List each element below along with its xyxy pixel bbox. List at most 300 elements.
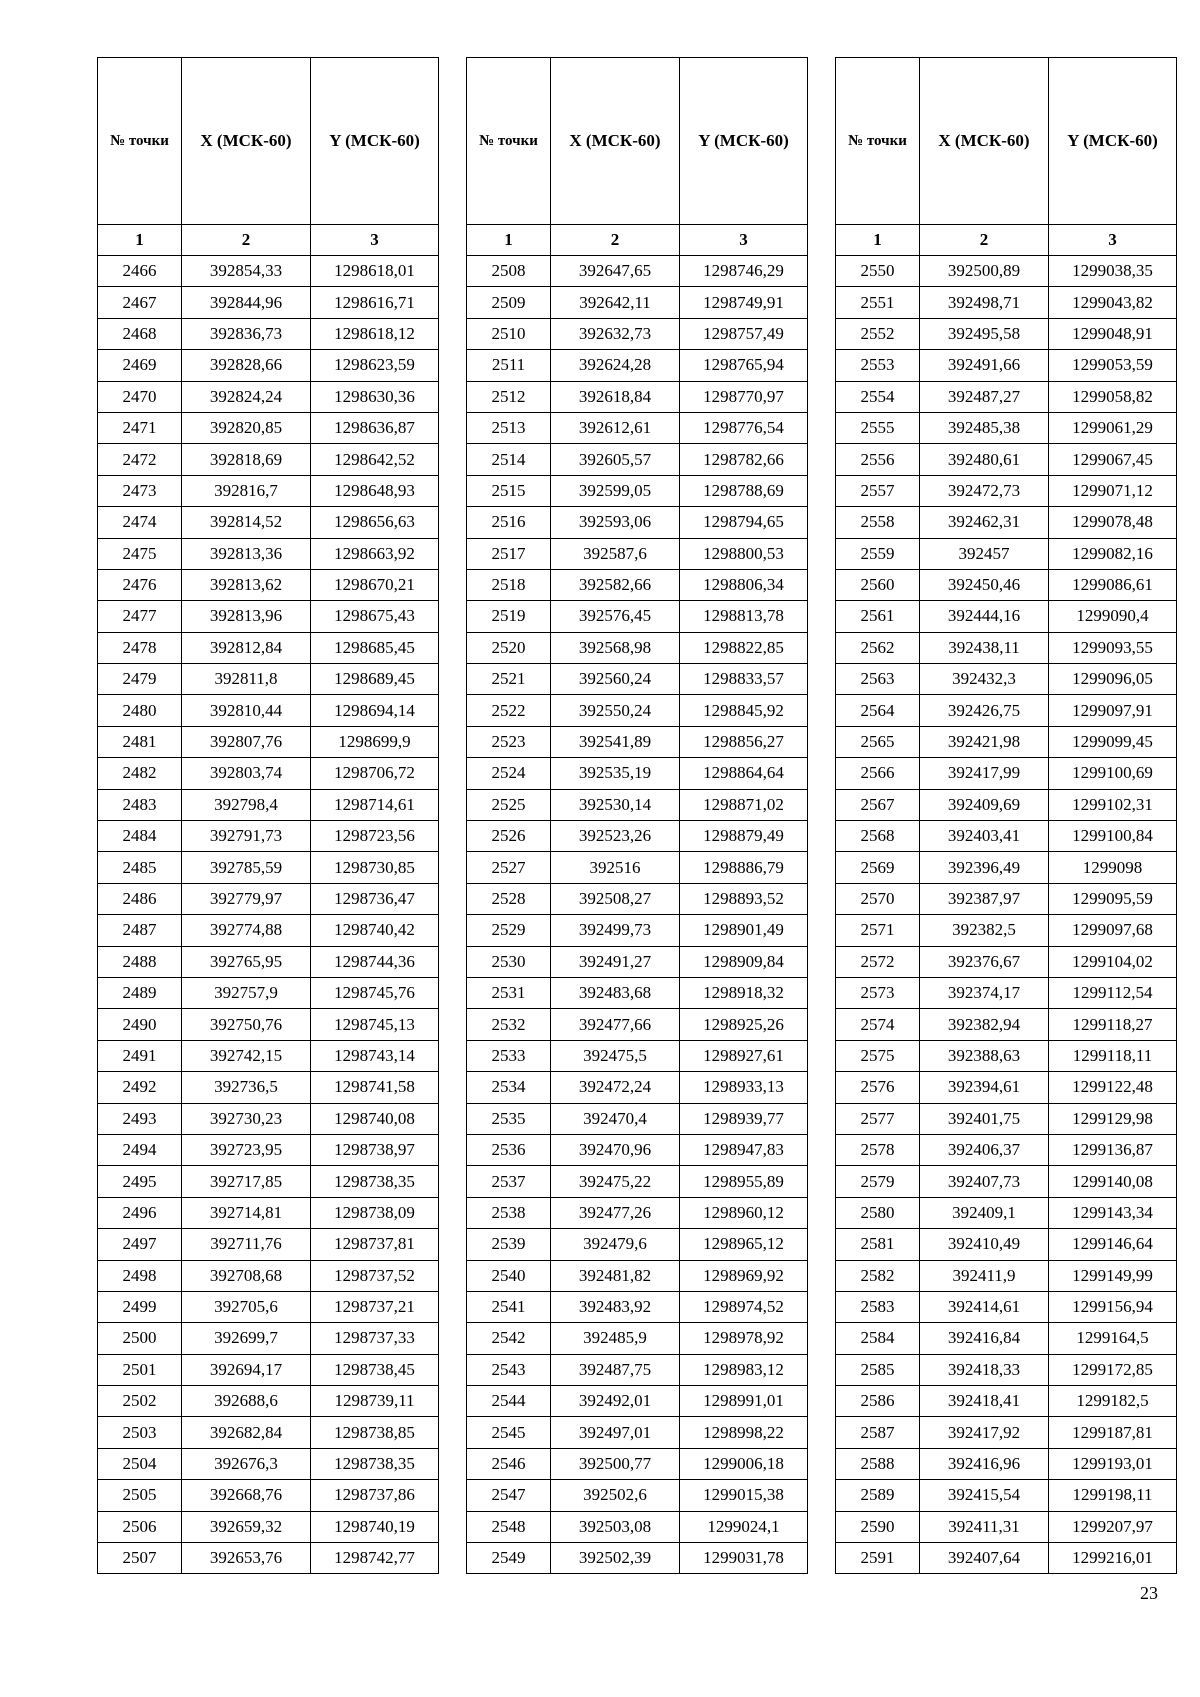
x-coordinate-cell: 392836,73	[182, 318, 311, 349]
table-row	[98, 1260, 439, 1291]
x-coordinate-cell: 392438,11	[920, 632, 1049, 663]
table-row	[98, 256, 439, 287]
x-coordinate-cell: 392736,5	[182, 1072, 311, 1103]
x-coordinate-cell: 392376,67	[920, 946, 1049, 977]
y-coordinate-cell: 1299216,01	[1049, 1543, 1177, 1574]
x-coordinate-cell: 392742,15	[182, 1040, 311, 1071]
x-coordinate-cell: 392487,75	[551, 1354, 680, 1385]
table-row	[836, 1511, 1177, 1542]
point-number-cell: 2575	[836, 1040, 920, 1071]
table-row	[98, 789, 439, 820]
table-row	[836, 789, 1177, 820]
x-coordinate-cell: 392492,01	[551, 1386, 680, 1417]
point-number-cell: 2495	[98, 1166, 182, 1197]
x-coordinate-cell: 392530,14	[551, 789, 680, 820]
y-coordinate-cell: 1298998,22	[680, 1417, 808, 1448]
x-coordinate-cell: 392810,44	[182, 695, 311, 726]
point-number-cell: 2488	[98, 946, 182, 977]
x-coordinate-cell: 392382,5	[920, 915, 1049, 946]
point-number-cell: 2525	[467, 789, 551, 820]
point-number-cell: 2570	[836, 883, 920, 914]
table-row	[467, 475, 808, 506]
table-row	[836, 1543, 1177, 1574]
table-row	[836, 256, 1177, 287]
x-coordinate-cell: 392605,57	[551, 444, 680, 475]
table-row	[467, 1480, 808, 1511]
point-number-cell: 2560	[836, 569, 920, 600]
x-coordinate-cell: 392560,24	[551, 664, 680, 695]
x-coordinate-cell: 392659,32	[182, 1511, 311, 1542]
point-number-cell: 2574	[836, 1009, 920, 1040]
point-number-cell: 2544	[467, 1386, 551, 1417]
table-row	[98, 538, 439, 569]
point-number-cell: 2478	[98, 632, 182, 663]
point-number-cell: 2491	[98, 1040, 182, 1071]
point-number-cell: 2474	[98, 507, 182, 538]
table-row	[98, 507, 439, 538]
y-coordinate-cell: 1298616,71	[311, 287, 439, 318]
y-coordinate-cell: 1298776,54	[680, 412, 808, 443]
y-coordinate-cell: 1298947,83	[680, 1134, 808, 1165]
point-number-cell: 2479	[98, 664, 182, 695]
x-coordinate-cell: 392498,71	[920, 287, 1049, 318]
x-coordinate-cell: 392396,49	[920, 852, 1049, 883]
y-coordinate-cell: 1298918,32	[680, 977, 808, 1008]
point-number-cell: 2480	[98, 695, 182, 726]
y-coordinate-cell: 1299053,59	[1049, 350, 1177, 381]
point-number-cell: 2508	[467, 256, 551, 287]
point-number-cell: 2564	[836, 695, 920, 726]
y-coordinate-cell: 1299164,5	[1049, 1323, 1177, 1354]
x-coordinate-cell: 392418,33	[920, 1354, 1049, 1385]
x-coordinate-cell: 392612,61	[551, 412, 680, 443]
table-row	[98, 1134, 439, 1165]
point-number-cell: 2563	[836, 664, 920, 695]
x-coordinate-cell: 392409,69	[920, 789, 1049, 820]
x-coordinate-cell: 392407,64	[920, 1543, 1049, 1574]
x-coordinate-cell: 392470,4	[551, 1103, 680, 1134]
table-row	[98, 758, 439, 789]
table-row	[467, 632, 808, 663]
table-row	[467, 507, 808, 538]
coordinates-table-1	[97, 57, 439, 1574]
table-row	[836, 1480, 1177, 1511]
x-coordinate-cell: 392475,22	[551, 1166, 680, 1197]
point-number-cell: 2503	[98, 1417, 182, 1448]
x-coordinate-cell: 392632,73	[551, 318, 680, 349]
table-row	[836, 1229, 1177, 1260]
point-number-cell: 2516	[467, 507, 551, 538]
point-number-cell: 2552	[836, 318, 920, 349]
point-number-cell: 2521	[467, 664, 551, 695]
y-coordinate-cell: 1299136,87	[1049, 1134, 1177, 1165]
point-number-cell: 2526	[467, 821, 551, 852]
y-coordinate-cell: 1298694,14	[311, 695, 439, 726]
point-number-cell: 2524	[467, 758, 551, 789]
table-row	[467, 381, 808, 412]
x-coordinate-cell: 392711,76	[182, 1229, 311, 1260]
point-number-cell: 2585	[836, 1354, 920, 1385]
y-coordinate-cell: 1298955,89	[680, 1166, 808, 1197]
point-number-cell: 2469	[98, 350, 182, 381]
table-row	[467, 915, 808, 946]
y-coordinate-cell: 1298689,45	[311, 664, 439, 695]
header-col-number-2: 2	[182, 225, 311, 256]
y-coordinate-cell: 1299097,91	[1049, 695, 1177, 726]
x-coordinate-cell: 392411,9	[920, 1260, 1049, 1291]
y-coordinate-cell: 1298738,45	[311, 1354, 439, 1385]
x-coordinate-cell: 392414,61	[920, 1291, 1049, 1322]
point-number-cell: 2532	[467, 1009, 551, 1040]
point-number-cell: 2492	[98, 1072, 182, 1103]
table-row	[98, 1480, 439, 1511]
header-col-number-3: 3	[311, 225, 439, 256]
point-number-cell: 2561	[836, 601, 920, 632]
point-number-cell: 2477	[98, 601, 182, 632]
x-coordinate-cell: 392582,66	[551, 569, 680, 600]
x-coordinate-cell: 392682,84	[182, 1417, 311, 1448]
point-number-cell: 2586	[836, 1386, 920, 1417]
x-coordinate-cell: 392410,49	[920, 1229, 1049, 1260]
table-row	[836, 287, 1177, 318]
y-coordinate-cell: 1299038,35	[1049, 256, 1177, 287]
point-number-cell: 2515	[467, 475, 551, 506]
y-coordinate-cell: 1298800,53	[680, 538, 808, 569]
table-row	[98, 1197, 439, 1228]
point-number-cell: 2484	[98, 821, 182, 852]
y-coordinate-cell: 1298927,61	[680, 1040, 808, 1071]
point-number-cell: 2554	[836, 381, 920, 412]
x-coordinate-cell: 392550,24	[551, 695, 680, 726]
point-number-cell: 2545	[467, 1417, 551, 1448]
x-coordinate-cell: 392462,31	[920, 507, 1049, 538]
header-y: Y (МСК-60)	[680, 58, 808, 225]
x-coordinate-cell: 392750,76	[182, 1009, 311, 1040]
x-coordinate-cell: 392432,3	[920, 664, 1049, 695]
x-coordinate-cell: 392818,69	[182, 444, 311, 475]
x-coordinate-cell: 392483,92	[551, 1291, 680, 1322]
x-coordinate-cell: 392483,68	[551, 977, 680, 1008]
y-coordinate-cell: 1298965,12	[680, 1229, 808, 1260]
y-coordinate-cell: 1299129,98	[1049, 1103, 1177, 1134]
x-coordinate-cell: 392599,05	[551, 475, 680, 506]
table-row	[98, 1291, 439, 1322]
y-coordinate-cell: 1299143,34	[1049, 1197, 1177, 1228]
x-coordinate-cell: 392394,61	[920, 1072, 1049, 1103]
point-number-cell: 2531	[467, 977, 551, 1008]
header-col-number-2: 2	[551, 225, 680, 256]
x-coordinate-cell: 392374,17	[920, 977, 1049, 1008]
y-coordinate-cell: 1299024,1	[680, 1511, 808, 1542]
table-row	[98, 1072, 439, 1103]
point-number-cell: 2551	[836, 287, 920, 318]
point-number-cell: 2530	[467, 946, 551, 977]
y-coordinate-cell: 1299104,02	[1049, 946, 1177, 977]
y-coordinate-cell: 1299172,85	[1049, 1354, 1177, 1385]
x-coordinate-cell: 392502,6	[551, 1480, 680, 1511]
header-x: X (МСК-60)	[920, 58, 1049, 225]
y-coordinate-cell: 1298737,33	[311, 1323, 439, 1354]
page-number: 23	[1140, 1583, 1158, 1603]
y-coordinate-cell: 1298743,14	[311, 1040, 439, 1071]
y-coordinate-cell: 1298933,13	[680, 1072, 808, 1103]
table-row	[467, 538, 808, 569]
table-row	[836, 821, 1177, 852]
point-number-cell: 2528	[467, 883, 551, 914]
table-row	[836, 883, 1177, 914]
point-number-cell: 2509	[467, 287, 551, 318]
table-row	[836, 946, 1177, 977]
x-coordinate-cell: 392813,36	[182, 538, 311, 569]
y-coordinate-cell: 1298969,92	[680, 1260, 808, 1291]
point-number-cell: 2588	[836, 1448, 920, 1479]
table-row	[98, 475, 439, 506]
x-coordinate-cell: 392491,27	[551, 946, 680, 977]
x-coordinate-cell: 392791,73	[182, 821, 311, 852]
x-coordinate-cell: 392824,24	[182, 381, 311, 412]
y-coordinate-cell: 1298648,93	[311, 475, 439, 506]
y-coordinate-cell: 1299078,48	[1049, 507, 1177, 538]
y-coordinate-cell: 1298879,49	[680, 821, 808, 852]
point-number-cell: 2501	[98, 1354, 182, 1385]
point-number-cell: 2547	[467, 1480, 551, 1511]
table-row	[98, 883, 439, 914]
y-coordinate-cell: 1299093,55	[1049, 632, 1177, 663]
y-coordinate-cell: 1299112,54	[1049, 977, 1177, 1008]
y-coordinate-cell: 1298737,86	[311, 1480, 439, 1511]
y-coordinate-cell: 1298699,9	[311, 726, 439, 757]
table-row	[467, 726, 808, 757]
y-coordinate-cell: 1298623,59	[311, 350, 439, 381]
point-number-cell: 2535	[467, 1103, 551, 1134]
y-coordinate-cell: 1298740,08	[311, 1103, 439, 1134]
point-number-cell: 2568	[836, 821, 920, 852]
y-coordinate-cell: 1298656,63	[311, 507, 439, 538]
y-coordinate-cell: 1299198,11	[1049, 1480, 1177, 1511]
y-coordinate-cell: 1299193,01	[1049, 1448, 1177, 1479]
x-coordinate-cell: 392487,27	[920, 381, 1049, 412]
x-coordinate-cell: 392593,06	[551, 507, 680, 538]
y-coordinate-cell: 1298813,78	[680, 601, 808, 632]
table-row	[836, 475, 1177, 506]
point-number-cell: 2470	[98, 381, 182, 412]
table-row	[98, 821, 439, 852]
table-row	[836, 601, 1177, 632]
table-row	[467, 883, 808, 914]
y-coordinate-cell: 1299122,48	[1049, 1072, 1177, 1103]
table-row	[467, 1543, 808, 1574]
y-coordinate-cell: 1298618,01	[311, 256, 439, 287]
point-number-cell: 2553	[836, 350, 920, 381]
header-y: Y (МСК-60)	[1049, 58, 1177, 225]
point-number-cell: 2518	[467, 569, 551, 600]
y-coordinate-cell: 1298909,84	[680, 946, 808, 977]
x-coordinate-cell: 392477,26	[551, 1197, 680, 1228]
y-coordinate-cell: 1298822,85	[680, 632, 808, 663]
table-row	[467, 1229, 808, 1260]
x-coordinate-cell: 392798,4	[182, 789, 311, 820]
table-row	[836, 444, 1177, 475]
x-coordinate-cell: 392382,94	[920, 1009, 1049, 1040]
x-coordinate-cell: 392624,28	[551, 350, 680, 381]
point-number-cell: 2510	[467, 318, 551, 349]
y-coordinate-cell: 1299043,82	[1049, 287, 1177, 318]
x-coordinate-cell: 392568,98	[551, 632, 680, 663]
header-col-number-1: 1	[836, 225, 920, 256]
y-coordinate-cell: 1298618,12	[311, 318, 439, 349]
y-coordinate-cell: 1298670,21	[311, 569, 439, 600]
point-number-cell: 2582	[836, 1260, 920, 1291]
header-point-number: № точки	[98, 58, 182, 225]
table-row	[467, 758, 808, 789]
x-coordinate-cell: 392807,76	[182, 726, 311, 757]
table-row	[98, 852, 439, 883]
table-row	[467, 852, 808, 883]
point-number-cell: 2497	[98, 1229, 182, 1260]
x-coordinate-cell: 392415,54	[920, 1480, 1049, 1511]
x-coordinate-cell: 392497,01	[551, 1417, 680, 1448]
point-number-cell: 2581	[836, 1229, 920, 1260]
table-row	[836, 381, 1177, 412]
point-number-cell: 2512	[467, 381, 551, 412]
point-number-cell: 2514	[467, 444, 551, 475]
x-coordinate-cell: 392757,9	[182, 977, 311, 1008]
y-coordinate-cell: 1299096,05	[1049, 664, 1177, 695]
point-number-cell: 2559	[836, 538, 920, 569]
table-row	[98, 977, 439, 1008]
table-row	[467, 695, 808, 726]
y-coordinate-cell: 1298741,58	[311, 1072, 439, 1103]
table-row	[98, 946, 439, 977]
table-row	[467, 664, 808, 695]
x-coordinate-cell: 392508,27	[551, 883, 680, 914]
table-row	[467, 350, 808, 381]
y-coordinate-cell: 1299100,84	[1049, 821, 1177, 852]
point-number-cell: 2481	[98, 726, 182, 757]
y-coordinate-cell: 1298745,13	[311, 1009, 439, 1040]
table-row	[98, 569, 439, 600]
y-coordinate-cell: 1298806,34	[680, 569, 808, 600]
y-coordinate-cell: 1298738,85	[311, 1417, 439, 1448]
table-row	[836, 758, 1177, 789]
x-coordinate-cell: 392803,74	[182, 758, 311, 789]
point-number-cell: 2520	[467, 632, 551, 663]
point-number-cell: 2466	[98, 256, 182, 287]
x-coordinate-cell: 392523,26	[551, 821, 680, 852]
header-col-number-3: 3	[1049, 225, 1177, 256]
x-coordinate-cell: 392812,84	[182, 632, 311, 663]
point-number-cell: 2513	[467, 412, 551, 443]
x-coordinate-cell: 392714,81	[182, 1197, 311, 1228]
x-coordinate-cell: 392416,96	[920, 1448, 1049, 1479]
table-row	[467, 1260, 808, 1291]
x-coordinate-cell: 392820,85	[182, 412, 311, 443]
y-coordinate-cell: 1298730,85	[311, 852, 439, 883]
y-coordinate-cell: 1298738,35	[311, 1166, 439, 1197]
point-number-cell: 2483	[98, 789, 182, 820]
point-number-cell: 2567	[836, 789, 920, 820]
y-coordinate-cell: 1298939,77	[680, 1103, 808, 1134]
x-coordinate-cell: 392417,92	[920, 1417, 1049, 1448]
y-coordinate-cell: 1299015,38	[680, 1480, 808, 1511]
y-coordinate-cell: 1298636,87	[311, 412, 439, 443]
table-row	[467, 977, 808, 1008]
y-coordinate-cell: 1298983,12	[680, 1354, 808, 1385]
table-row	[98, 1103, 439, 1134]
table-row	[836, 350, 1177, 381]
x-coordinate-cell: 392409,1	[920, 1197, 1049, 1228]
y-coordinate-cell: 1299207,97	[1049, 1511, 1177, 1542]
y-coordinate-cell: 1299086,61	[1049, 569, 1177, 600]
x-coordinate-cell: 392477,66	[551, 1009, 680, 1040]
y-coordinate-cell: 1298782,66	[680, 444, 808, 475]
y-coordinate-cell: 1298833,57	[680, 664, 808, 695]
y-coordinate-cell: 1298738,97	[311, 1134, 439, 1165]
table-row	[467, 256, 808, 287]
point-number-cell: 2543	[467, 1354, 551, 1385]
table-row	[98, 664, 439, 695]
table-row	[467, 444, 808, 475]
y-coordinate-cell: 1298978,92	[680, 1323, 808, 1354]
point-number-cell: 2573	[836, 977, 920, 1008]
point-number-cell: 2558	[836, 507, 920, 538]
x-coordinate-cell: 392653,76	[182, 1543, 311, 1574]
table-row	[836, 1040, 1177, 1071]
coordinates-table-2	[466, 57, 808, 1574]
point-number-cell: 2571	[836, 915, 920, 946]
y-coordinate-cell: 1299071,12	[1049, 475, 1177, 506]
table-row	[467, 1511, 808, 1542]
point-number-cell: 2485	[98, 852, 182, 883]
point-number-cell: 2539	[467, 1229, 551, 1260]
y-coordinate-cell: 1298974,52	[680, 1291, 808, 1322]
table-row	[836, 1009, 1177, 1040]
table-row	[467, 1040, 808, 1071]
table-row	[467, 1134, 808, 1165]
point-number-cell: 2572	[836, 946, 920, 977]
y-coordinate-cell: 1299006,18	[680, 1448, 808, 1479]
table-row	[98, 318, 439, 349]
point-number-cell: 2511	[467, 350, 551, 381]
y-coordinate-cell: 1298675,43	[311, 601, 439, 632]
point-number-cell: 2500	[98, 1323, 182, 1354]
point-number-cell: 2583	[836, 1291, 920, 1322]
point-number-cell: 2507	[98, 1543, 182, 1574]
header-point-number: № точки	[467, 58, 551, 225]
x-coordinate-cell: 392480,61	[920, 444, 1049, 475]
y-coordinate-cell: 1298723,56	[311, 821, 439, 852]
x-coordinate-cell: 392479,6	[551, 1229, 680, 1260]
y-coordinate-cell: 1298706,72	[311, 758, 439, 789]
table-row	[467, 569, 808, 600]
point-number-cell: 2549	[467, 1543, 551, 1574]
point-number-cell: 2489	[98, 977, 182, 1008]
x-coordinate-cell: 392403,41	[920, 821, 1049, 852]
y-coordinate-cell: 1299097,68	[1049, 915, 1177, 946]
table-row	[98, 287, 439, 318]
x-coordinate-cell: 392642,11	[551, 287, 680, 318]
table-row	[467, 601, 808, 632]
y-coordinate-cell: 1299058,82	[1049, 381, 1177, 412]
y-coordinate-cell: 1298737,21	[311, 1291, 439, 1322]
table-row	[836, 1134, 1177, 1165]
point-number-cell: 2569	[836, 852, 920, 883]
point-number-cell: 2542	[467, 1323, 551, 1354]
x-coordinate-cell: 392387,97	[920, 883, 1049, 914]
point-number-cell: 2496	[98, 1197, 182, 1228]
y-coordinate-cell: 1298845,92	[680, 695, 808, 726]
table-row	[98, 632, 439, 663]
